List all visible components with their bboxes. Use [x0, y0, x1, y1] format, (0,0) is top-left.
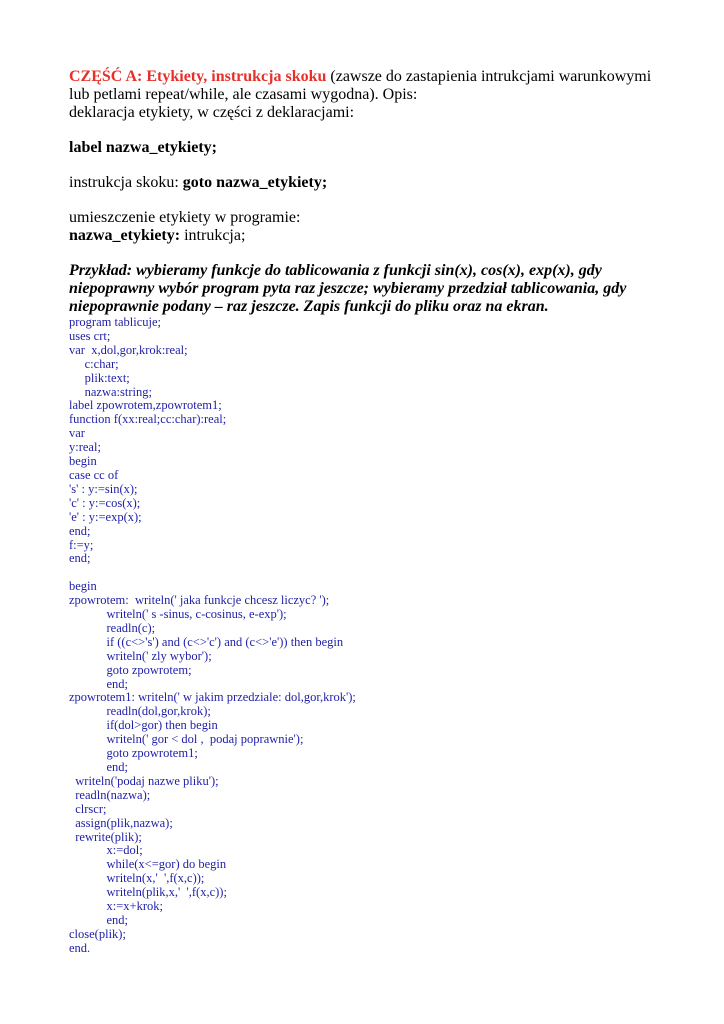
code-line: assign(plik,nazwa); — [69, 815, 173, 830]
code-line: y:real; — [69, 440, 101, 455]
code-line: case cc of — [69, 467, 119, 482]
code-line: writeln(' s -sinus, c-cosinus, e-exp'); — [69, 607, 287, 622]
placement-label: nazwa_etykiety: — [69, 227, 181, 244]
code-line: f:=y; — [69, 537, 94, 552]
code-line: clrscr; — [69, 801, 107, 816]
code-line: c:char; — [69, 356, 119, 371]
code-line: readln(c); — [69, 620, 156, 635]
code-line: zpowrotem: writeln(' jaka funkcje chcesz liczyc? '); — [69, 593, 330, 608]
code-line: end; — [69, 759, 129, 774]
placement-intro: umieszczenie etykiety w programie: — [69, 209, 301, 226]
code-line — [69, 566, 659, 580]
code-line: end; — [69, 912, 129, 927]
code-line: rewrite(plik); — [69, 829, 142, 844]
code-line: readln(dol,gor,krok); — [69, 704, 211, 719]
code-line: writeln(' gor < dol , podaj poprawnie'); — [69, 732, 304, 747]
code-line: writeln(' zly wybor'); — [69, 648, 212, 663]
code-line: var x,dol,gor,krok:real; — [69, 342, 188, 357]
code-line: end; — [69, 523, 91, 538]
example-description: Przykład: wybieramy funkcje do tablicowania z funkcji sin(x), cos(x), exp(x), gdy niepoprawny wybór program pyta raz jeszcze; wybieramy przedział tablicowania, gdy niepoprawnie podany – raz jeszcze. Zapis funkcji do pliku oraz na ekran. — [69, 262, 627, 315]
label-declaration: label nazwa_etykiety; — [69, 139, 217, 156]
placement-line — [69, 227, 659, 245]
code-line: zpowrotem1: writeln(' w jakim przedziale: dol,gor,krok'); — [69, 690, 356, 705]
code-line: x:=dol; — [69, 843, 143, 858]
goto-line — [69, 174, 659, 192]
code-line: end. — [69, 940, 91, 955]
code-line: begin — [69, 454, 97, 469]
code-line: 'e' : y:=exp(x); — [69, 509, 142, 524]
document-page — [69, 68, 659, 956]
code-line: program tablicuje; — [69, 315, 161, 329]
code-line: readln(nazwa); — [69, 787, 151, 802]
heading-note: (zawsze do zastapienia intrukcjami warunkowymi lub petlami repeat/while, ale czasami wygodna). Opis: — [69, 68, 652, 103]
goto-code: goto nazwa_etykiety; — [182, 174, 328, 191]
code-line: uses crt; — [69, 328, 111, 343]
code-line: label zpowrotem,zpowrotem1; — [69, 398, 222, 413]
code-line: var — [69, 426, 85, 441]
code-line: end; — [69, 676, 129, 691]
code-line: begin — [69, 579, 97, 594]
code-line: nazwa:string; — [69, 384, 152, 399]
code-line: function f(xx:real;cc:char):real; — [69, 412, 227, 427]
code-line: writeln(plik,x,' ',f(x,c)); — [69, 885, 227, 900]
code-listing — [69, 316, 659, 956]
declaration-intro: deklaracja etykiety, w części z deklaracjami: — [69, 104, 355, 121]
code-line: goto zpowrotem1; — [69, 746, 198, 761]
code-line: writeln('podaj nazwe pliku'); — [69, 773, 219, 788]
code-line: goto zpowrotem; — [69, 662, 192, 677]
placement-rest: intrukcja; — [180, 227, 246, 244]
goto-prefix: instrukcja skoku: — [69, 174, 183, 191]
section-heading: CZĘŚĆ A: Etykiety, instrukcja skoku — [69, 68, 327, 85]
code-line: writeln(x,' ',f(x,c)); — [69, 871, 205, 886]
code-line: while(x<=gor) do begin — [69, 857, 227, 872]
code-line: end; — [69, 551, 91, 566]
code-line: close(plik); — [69, 926, 126, 941]
code-line: 's' : y:=sin(x); — [69, 481, 138, 496]
code-line: if(dol>gor) then begin — [69, 718, 218, 733]
code-line: 'c' : y:=cos(x); — [69, 495, 141, 510]
code-line: plik:text; — [69, 370, 130, 385]
intro-paragraph — [69, 68, 659, 104]
code-line: x:=x+krok; — [69, 899, 163, 914]
code-line: if ((c<>'s') and (c<>'c') and (c<>'e')) then begin — [69, 634, 344, 649]
